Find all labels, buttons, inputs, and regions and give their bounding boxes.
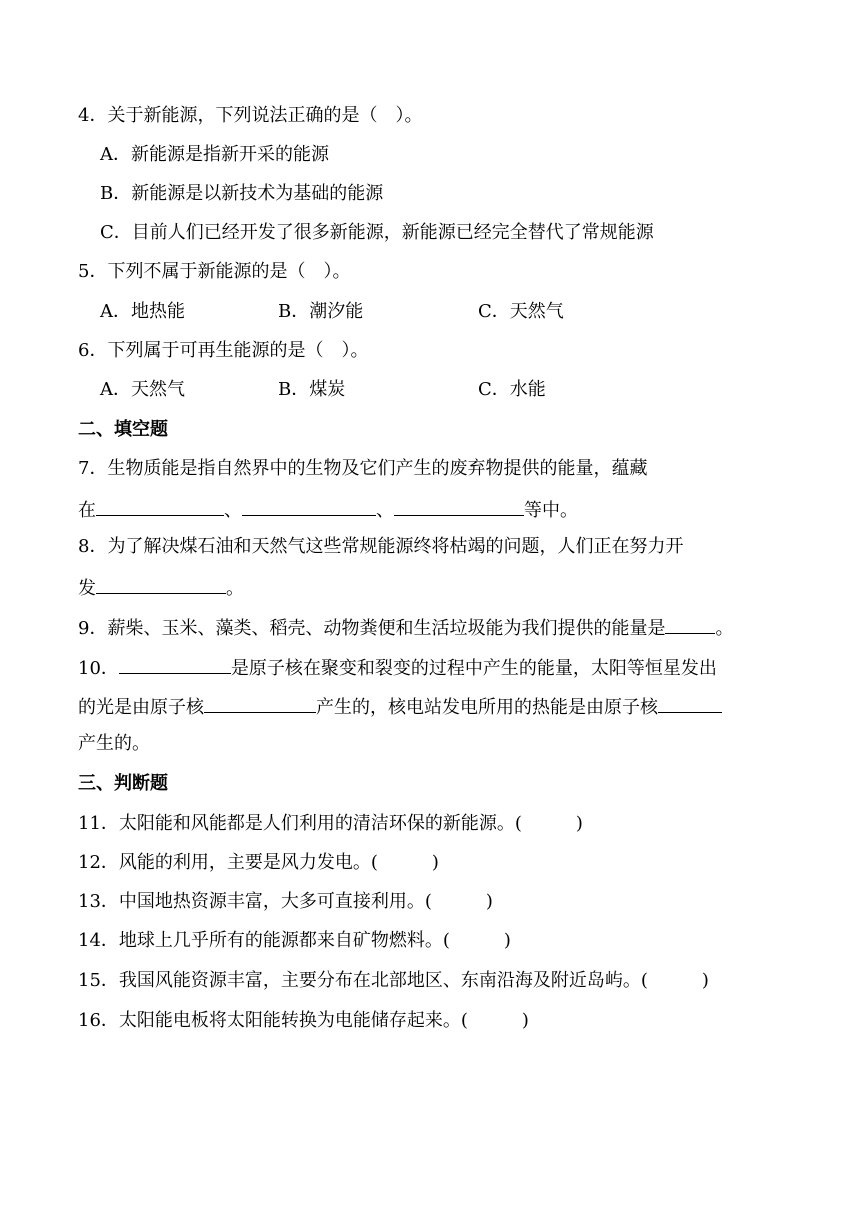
q7-blank-3[interactable] <box>394 495 524 516</box>
q13: 13．中国地热资源丰富，大多可直接利用。( ) <box>78 891 493 912</box>
section-title-true-false: 三、判断题 <box>78 773 168 794</box>
q8-line2 <box>78 573 244 599</box>
q10-blank-1[interactable] <box>119 653 231 674</box>
q4-option-a: A．新能源是指新开采的能源 <box>100 144 329 165</box>
q8-line1: 8．为了解决煤石油和天然气这些常规能源终将枯竭的问题，人们正在努力开 <box>78 536 684 557</box>
q9-line <box>78 613 733 639</box>
q9-text: 9．薪柴、玉米、藻类、稻壳、动物粪便和生活垃圾能为我们提供的能量是 <box>78 618 666 639</box>
q5-options <box>100 299 800 325</box>
q10-blank-3[interactable] <box>658 692 722 713</box>
q6-options <box>100 377 800 403</box>
q10-blank-2[interactable] <box>204 692 316 713</box>
q9-suffix: 。 <box>715 618 734 639</box>
section-title-fill-blank: 二、填空题 <box>78 419 168 440</box>
q5-stem: 5．下列不属于新能源的是（ ）。 <box>78 261 351 282</box>
q7-line1: 7．生物质能是指自然界中的生物及它们产生的废弃物提供的能量，蕴藏 <box>78 458 648 479</box>
q5-option-a: A．地热能 <box>100 301 185 322</box>
q11: 11．太阳能和风能都是人们利用的清洁环保的新能源。( ) <box>78 813 583 834</box>
q10-line2 <box>78 692 722 718</box>
q10-part1: 是原子核在聚变和裂变的过程中产生的能量，太阳等恒星发出 <box>230 658 717 679</box>
q4-stem: 4．关于新能源，下列说法正确的是（ ）。 <box>78 105 423 126</box>
q7-prefix: 在 <box>78 500 96 521</box>
q10-line3: 产生的。 <box>78 733 150 754</box>
q7-line2 <box>78 495 578 521</box>
q7-sep1: 、 <box>224 500 242 521</box>
q7-sep2: 、 <box>376 500 394 521</box>
q8-suffix: 。 <box>226 578 244 599</box>
q10-line1 <box>78 653 717 679</box>
q6-stem: 6．下列属于可再生能源的是（ ）。 <box>78 340 369 361</box>
q10-part2: 的光是由原子核 <box>78 697 204 718</box>
q15: 15．我国风能资源丰富，主要分布在北部地区、东南沿海及附近岛屿。( ) <box>78 970 709 991</box>
q7-blank-2[interactable] <box>242 495 376 516</box>
q9-blank[interactable] <box>665 613 715 634</box>
q14: 14．地球上几乎所有的能源都来自矿物燃料。( ) <box>78 930 511 951</box>
q7-blank-1[interactable] <box>96 495 224 516</box>
q6-option-a: A．天然气 <box>100 379 185 400</box>
q6-option-c: C．水能 <box>478 379 546 400</box>
q6-option-b: B．煤炭 <box>278 379 346 400</box>
q10-part3: 产生的，核电站发电所用的热能是由原子核 <box>316 697 658 718</box>
q8-blank[interactable] <box>96 573 226 594</box>
q7-suffix: 等中。 <box>524 500 578 521</box>
q5-option-c: C．天然气 <box>478 301 564 322</box>
q4-option-b: B．新能源是以新技术为基础的能源 <box>100 183 384 204</box>
q8-prefix: 发 <box>78 578 96 599</box>
q12: 12．风能的利用，主要是风力发电。( ) <box>78 852 439 873</box>
q5-option-b: B．潮汐能 <box>278 301 364 322</box>
q4-option-c: C．目前人们已经开发了很多新能源，新能源已经完全替代了常规能源 <box>100 222 654 243</box>
q16: 16．太阳能电板将太阳能转换为电能储存起来。( ) <box>78 1010 529 1031</box>
q10-number: 10． <box>78 658 119 679</box>
